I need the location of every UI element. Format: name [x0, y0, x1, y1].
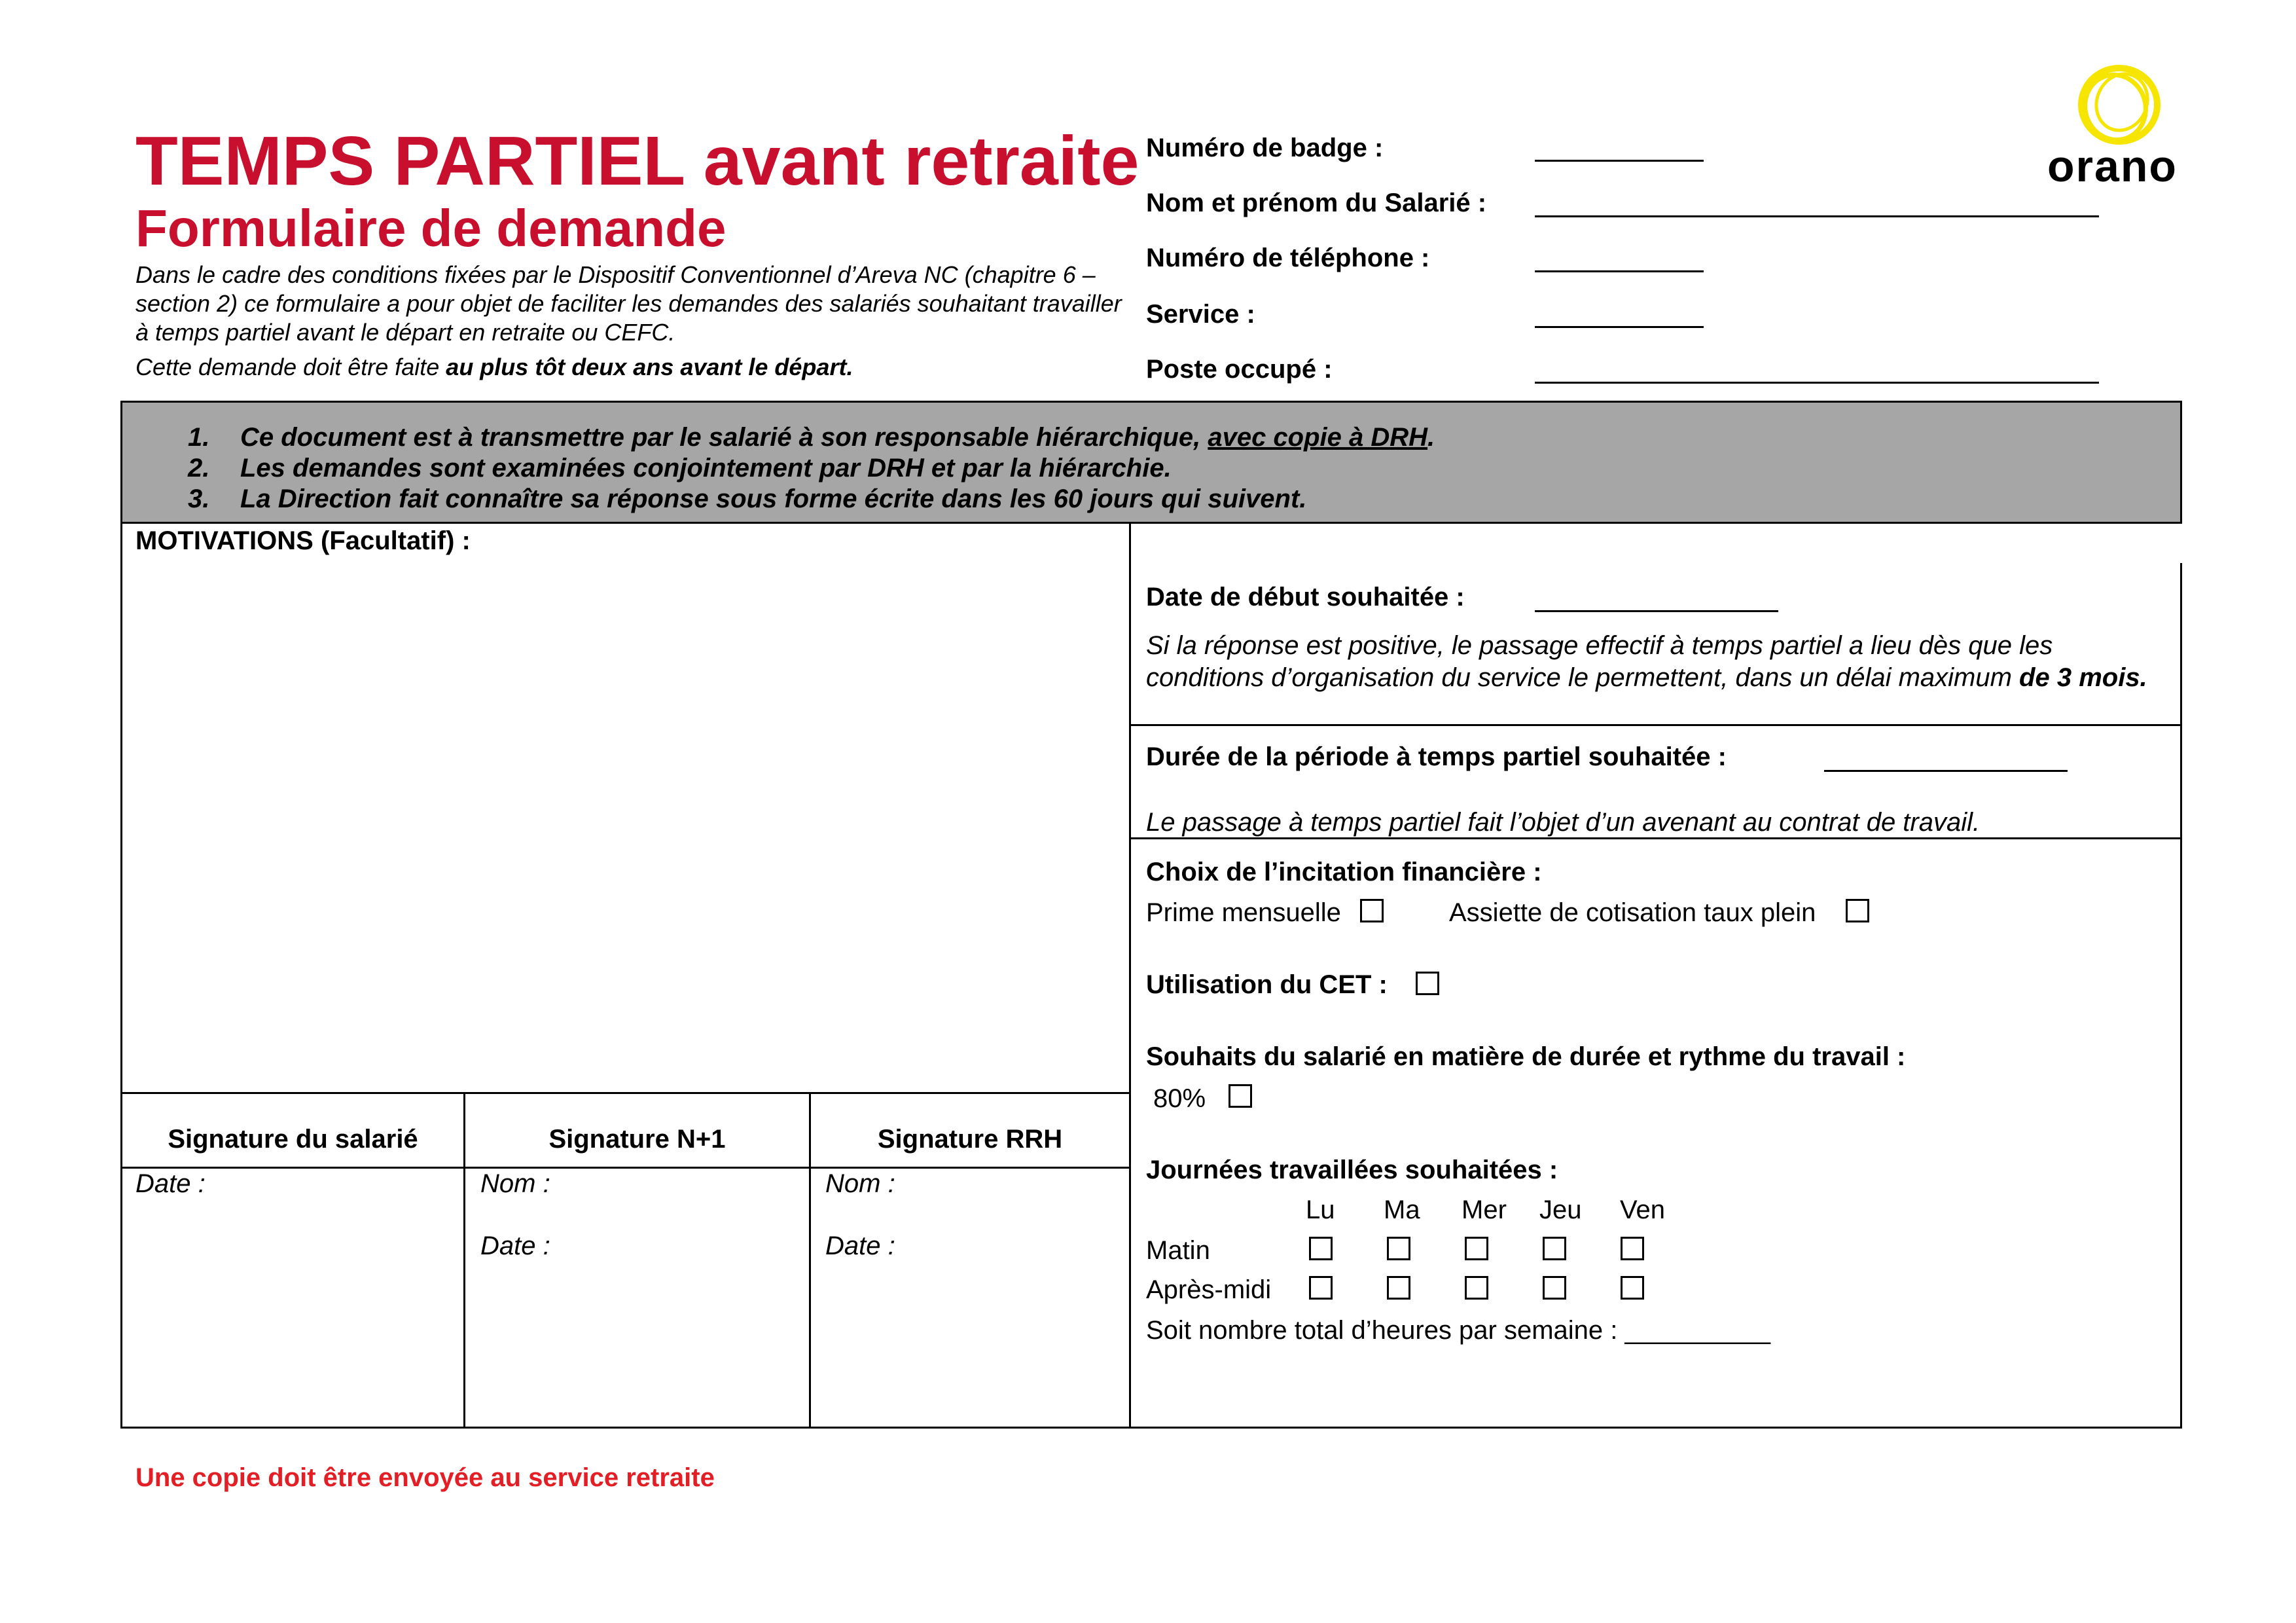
phone-number-field[interactable]: [1535, 270, 1704, 272]
morning-lu-checkbox[interactable]: [1309, 1237, 1333, 1260]
instruction-text: Les demandes sont examinées conjointement par DRH et par la hiérarchie.: [240, 454, 1172, 483]
service-field[interactable]: [1535, 326, 1704, 328]
afternoon-mer-checkbox[interactable]: [1465, 1276, 1488, 1300]
job-position-field[interactable]: [1535, 382, 2099, 384]
cet-checkbox[interactable]: [1416, 972, 1439, 995]
morning-jeu-checkbox[interactable]: [1543, 1237, 1566, 1260]
job-position-label: Poste occupé :: [1146, 355, 1333, 384]
work-80-percent-checkbox[interactable]: [1229, 1084, 1252, 1108]
work-80-percent-label: 80%: [1153, 1084, 1206, 1113]
afternoon-lu-checkbox[interactable]: [1309, 1276, 1333, 1300]
table-border-bottom: [120, 1427, 2182, 1429]
duration-note: Le passage à temps partiel fait l’objet d’un avenant au contrat de travail.: [1146, 808, 1981, 837]
signature-top-border: [120, 1092, 1131, 1094]
instructions-band: [120, 401, 2182, 524]
day-header-ma: Ma: [1384, 1195, 1420, 1224]
badge-number-label: Numéro de badge :: [1146, 134, 1384, 162]
form-subtitle: Formulaire de demande: [135, 199, 726, 257]
instruction-text: Ce document est à transmettre par le salarié à son responsable hiérarchique,: [240, 423, 1208, 452]
duration-bottom-border: [1129, 837, 2182, 839]
afternoon-ma-checkbox[interactable]: [1387, 1276, 1410, 1300]
table-border-right: [2180, 563, 2182, 1429]
incentive-monthly-checkbox[interactable]: [1360, 899, 1384, 922]
signature-n1-name[interactable]: Nom :: [480, 1169, 550, 1198]
duration-field[interactable]: [1824, 770, 2068, 772]
instruction-number: 1.: [188, 423, 210, 452]
instruction-number: 3.: [188, 484, 210, 513]
footer-copy-note: Une copie doit être envoyée au service retraite: [135, 1463, 715, 1492]
start-date-label: Date de début souhaitée :: [1146, 583, 1465, 611]
instruction-item: [188, 484, 1435, 515]
employee-name-label: Nom et prénom du Salarié :: [1146, 189, 1487, 217]
incentive-full-rate-checkbox[interactable]: [1846, 899, 1869, 922]
signature-rrh-header: Signature RRH: [877, 1125, 1063, 1154]
instruction-text: La Direction fait connaître sa réponse sous forme écrite dans les 60 jours qui suivent.: [240, 484, 1307, 513]
incentive-option-monthly-label: Prime mensuelle: [1146, 898, 1341, 927]
intro-deadline-prefix: Cette demande doit être faite: [135, 354, 446, 380]
form-title: TEMPS PARTIEL avant retraite: [135, 122, 1139, 200]
signature-employee-header: Signature du salarié: [168, 1125, 418, 1154]
start-date-note-text: Si la réponse est positive, le passage effectif à temps partiel a lieu dès que les conditions d’organisation du service le permettent, dans un délai maximum: [1146, 631, 2053, 692]
start-date-note-bold: de 3 mois.: [2019, 663, 2147, 692]
orano-logo-text: orano: [2047, 141, 2178, 191]
incentive-option-full-rate-label: Assiette de cotisation taux plein: [1449, 898, 1816, 927]
day-header-lu: Lu: [1306, 1195, 1335, 1224]
work-wishes-label: Souhaits du salarié en matière de durée et rythme du travail :: [1146, 1042, 1906, 1071]
cet-label: Utilisation du CET :: [1146, 970, 1388, 999]
instruction-underline: avec copie à DRH: [1208, 423, 1428, 452]
day-header-jeu: Jeu: [1539, 1195, 1582, 1224]
signature-rrh-date[interactable]: Date :: [825, 1231, 895, 1260]
instruction-suffix: .: [1427, 423, 1435, 452]
instruction-item: [188, 422, 1435, 453]
motivations-field[interactable]: [122, 556, 1129, 1092]
afternoon-jeu-checkbox[interactable]: [1543, 1276, 1566, 1300]
total-hours-label[interactable]: Soit nombre total d’heures par semaine : __________: [1146, 1316, 1770, 1345]
signature-n1-date[interactable]: Date :: [480, 1231, 550, 1260]
instruction-number: 2.: [188, 454, 210, 483]
day-header-ven: Ven: [1620, 1195, 1665, 1224]
start-date-bottom-border: [1129, 724, 2182, 726]
row-label-afternoon: Après-midi: [1146, 1275, 1272, 1304]
motivations-label: MOTIVATIONS (Facultatif) :: [135, 526, 471, 555]
table-border-middle: [1129, 524, 1131, 1429]
signature-n1-header: Signature N+1: [548, 1125, 726, 1154]
row-label-morning: Matin: [1146, 1236, 1210, 1265]
intro-deadline-bold: au plus tôt deux ans avant le départ.: [446, 354, 853, 380]
intro-paragraph: Dans le cadre des conditions fixées par le Dispositif Conventionnel d’Areva NC (chapitre 6 – section 2) ce formulaire a pour objet de faciliter les demandes des salariés souhaitant travailler à temps partiel avant le départ en retraite ou CEFC.: [135, 261, 1122, 346]
afternoon-ven-checkbox[interactable]: [1621, 1276, 1644, 1300]
duration-label: Durée de la période à temps partiel souhaitée :: [1146, 742, 1727, 771]
start-date-field[interactable]: [1535, 610, 1778, 612]
badge-number-field[interactable]: [1535, 160, 1704, 162]
morning-ven-checkbox[interactable]: [1621, 1237, 1644, 1260]
morning-ma-checkbox[interactable]: [1387, 1237, 1410, 1260]
instruction-item: [188, 453, 1435, 484]
morning-mer-checkbox[interactable]: [1465, 1237, 1488, 1260]
signature-employee-date[interactable]: Date :: [135, 1169, 206, 1198]
phone-number-label: Numéro de téléphone :: [1146, 244, 1430, 272]
employee-name-field[interactable]: [1535, 215, 2099, 217]
service-label: Service :: [1146, 300, 1255, 329]
intro-deadline: [135, 354, 853, 381]
day-header-mer: Mer: [1462, 1195, 1507, 1224]
incentive-label: Choix de l’incitation financière :: [1146, 858, 1542, 886]
orano-logo-icon: [2068, 59, 2166, 151]
days-label: Journées travaillées souhaitées :: [1146, 1156, 1558, 1184]
start-date-note: [1146, 630, 2154, 694]
signature-header-border: [120, 1167, 1131, 1169]
signature-rrh-name[interactable]: Nom :: [825, 1169, 895, 1198]
